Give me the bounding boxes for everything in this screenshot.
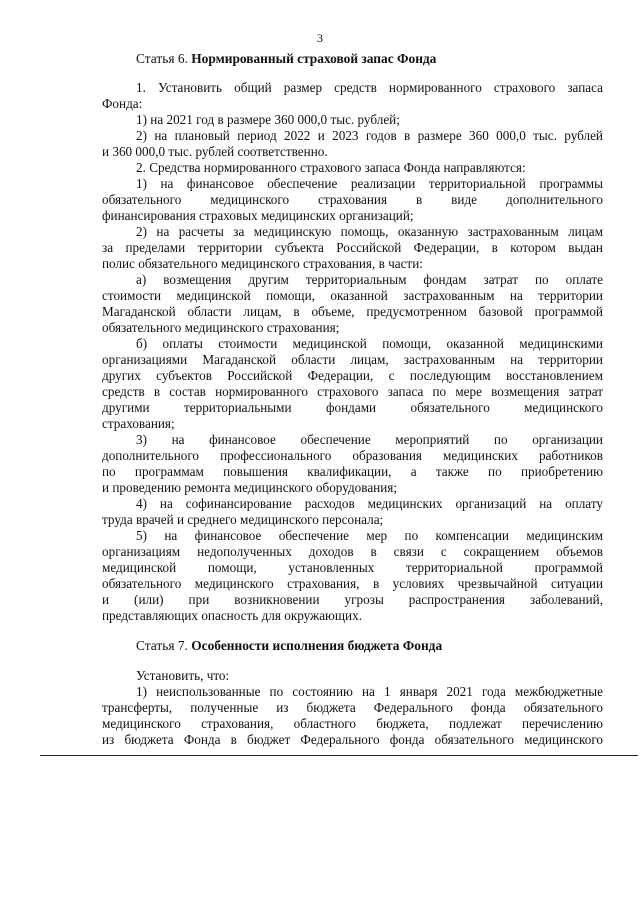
article-7-heading (136, 638, 442, 654)
body-line: других субъектов Российской Федерации, с последующим восстановлением (102, 368, 603, 383)
body-line: 2) на расчеты за медицинскую помощь, оказанную застрахованным лицам (136, 224, 603, 239)
body-line: средств в состав нормированного страхового запаса по мере возмещения затрат (102, 384, 603, 399)
body-line: 1) неиспользованные по состоянию на 1 января 2021 года межбюджетные (136, 684, 603, 699)
article-7-label: Статья 7. (136, 638, 188, 653)
body-line: труда врачей и среднего медицинского персонала; (102, 512, 384, 527)
body-line: и проведению ремонта медицинского оборудования; (102, 480, 398, 495)
article-7-title: Особенности исполнения бюджета Фонда (191, 638, 443, 653)
body-line: финансирования страховых медицинских организаций; (102, 208, 414, 223)
body-line: медицинской помощи, установленных территориальной программой (102, 560, 603, 575)
body-line: 2. Средства нормированного страхового запаса Фонда направляются: (136, 160, 526, 175)
article-6-heading (136, 51, 436, 67)
body-line: по программам повышения квалификации, а также по приобретению (102, 464, 603, 479)
body-line: 1. Установить общий размер средств нормированного страхового запаса (136, 80, 603, 95)
body-line: Магаданской области лицам, в объеме, предусмотренном базовой программой (102, 304, 603, 319)
body-line: и (или) при возникновении угрозы распространения заболеваний, (102, 592, 603, 607)
page-number: 3 (317, 31, 323, 45)
body-line: 5) на финансовое обеспечение мер по компенсации медицинским (136, 528, 603, 543)
body-line: 1) на финансовое обеспечение реализации территориальной программы (136, 176, 603, 191)
body-line: страхования; (102, 416, 175, 431)
body-line: организациями Магаданской области лицам, застрахованным на территории (102, 352, 603, 367)
body-line: трансферты, полученные из бюджета Федерального фонда обязательного (102, 700, 603, 715)
body-line: за пределами территории субъекта Российской Федерации, в котором выдан (102, 240, 603, 255)
footer-rule (40, 755, 638, 756)
body-line: стоимости медицинской помощи, оказанной застрахованным на территории (102, 288, 603, 303)
article-6-label: Статья 6. (136, 51, 188, 66)
body-line: 4) на софинансирование расходов медицинских организаций на оплату (136, 496, 603, 511)
body-line: обязательного медицинского страхования в виде дополнительного (102, 192, 603, 207)
body-line: другими территориальными фондами обязательного медицинского (102, 400, 603, 415)
body-line: представляющих опасность для окружающих. (102, 608, 363, 623)
body-line: б) оплаты стоимости медицинской помощи, оказанной медицинскими (136, 336, 603, 351)
body-line: Установить, что: (136, 668, 230, 683)
body-line: полис обязательного медицинского страхования, в части: (102, 256, 423, 271)
body-line: дополнительного профессионального образования медицинских работников (102, 448, 603, 463)
body-line: 3) на финансовое обеспечение мероприятий по организации (136, 432, 603, 447)
body-line: из бюджета Фонда в бюджет Федерального фонда обязательного медицинского (102, 732, 603, 747)
body-line: медицинского страхования, областного бюджета, подлежат перечислению (102, 716, 603, 731)
body-line: обязательного медицинского страхования, в условиях чрезвычайной ситуации (102, 576, 603, 591)
body-line: и 360 000,0 тыс. рублей соответственно. (102, 144, 328, 159)
article-6-title: Нормированный страховой запас Фонда (191, 51, 437, 66)
body-line: 2) на плановый период 2022 и 2023 годов в размере 360 000,0 тыс. рублей (136, 128, 603, 143)
body-line: обязательного медицинского страхования; (102, 320, 340, 335)
body-line: Фонда: (102, 96, 143, 111)
body-line: организациям недополученных доходов в связи с сокращением объемов (102, 544, 603, 559)
body-line: 1) на 2021 год в размере 360 000,0 тыс. рублей; (136, 112, 400, 127)
body-line: а) возмещения другим территориальным фондам затрат по оплате (136, 272, 603, 287)
